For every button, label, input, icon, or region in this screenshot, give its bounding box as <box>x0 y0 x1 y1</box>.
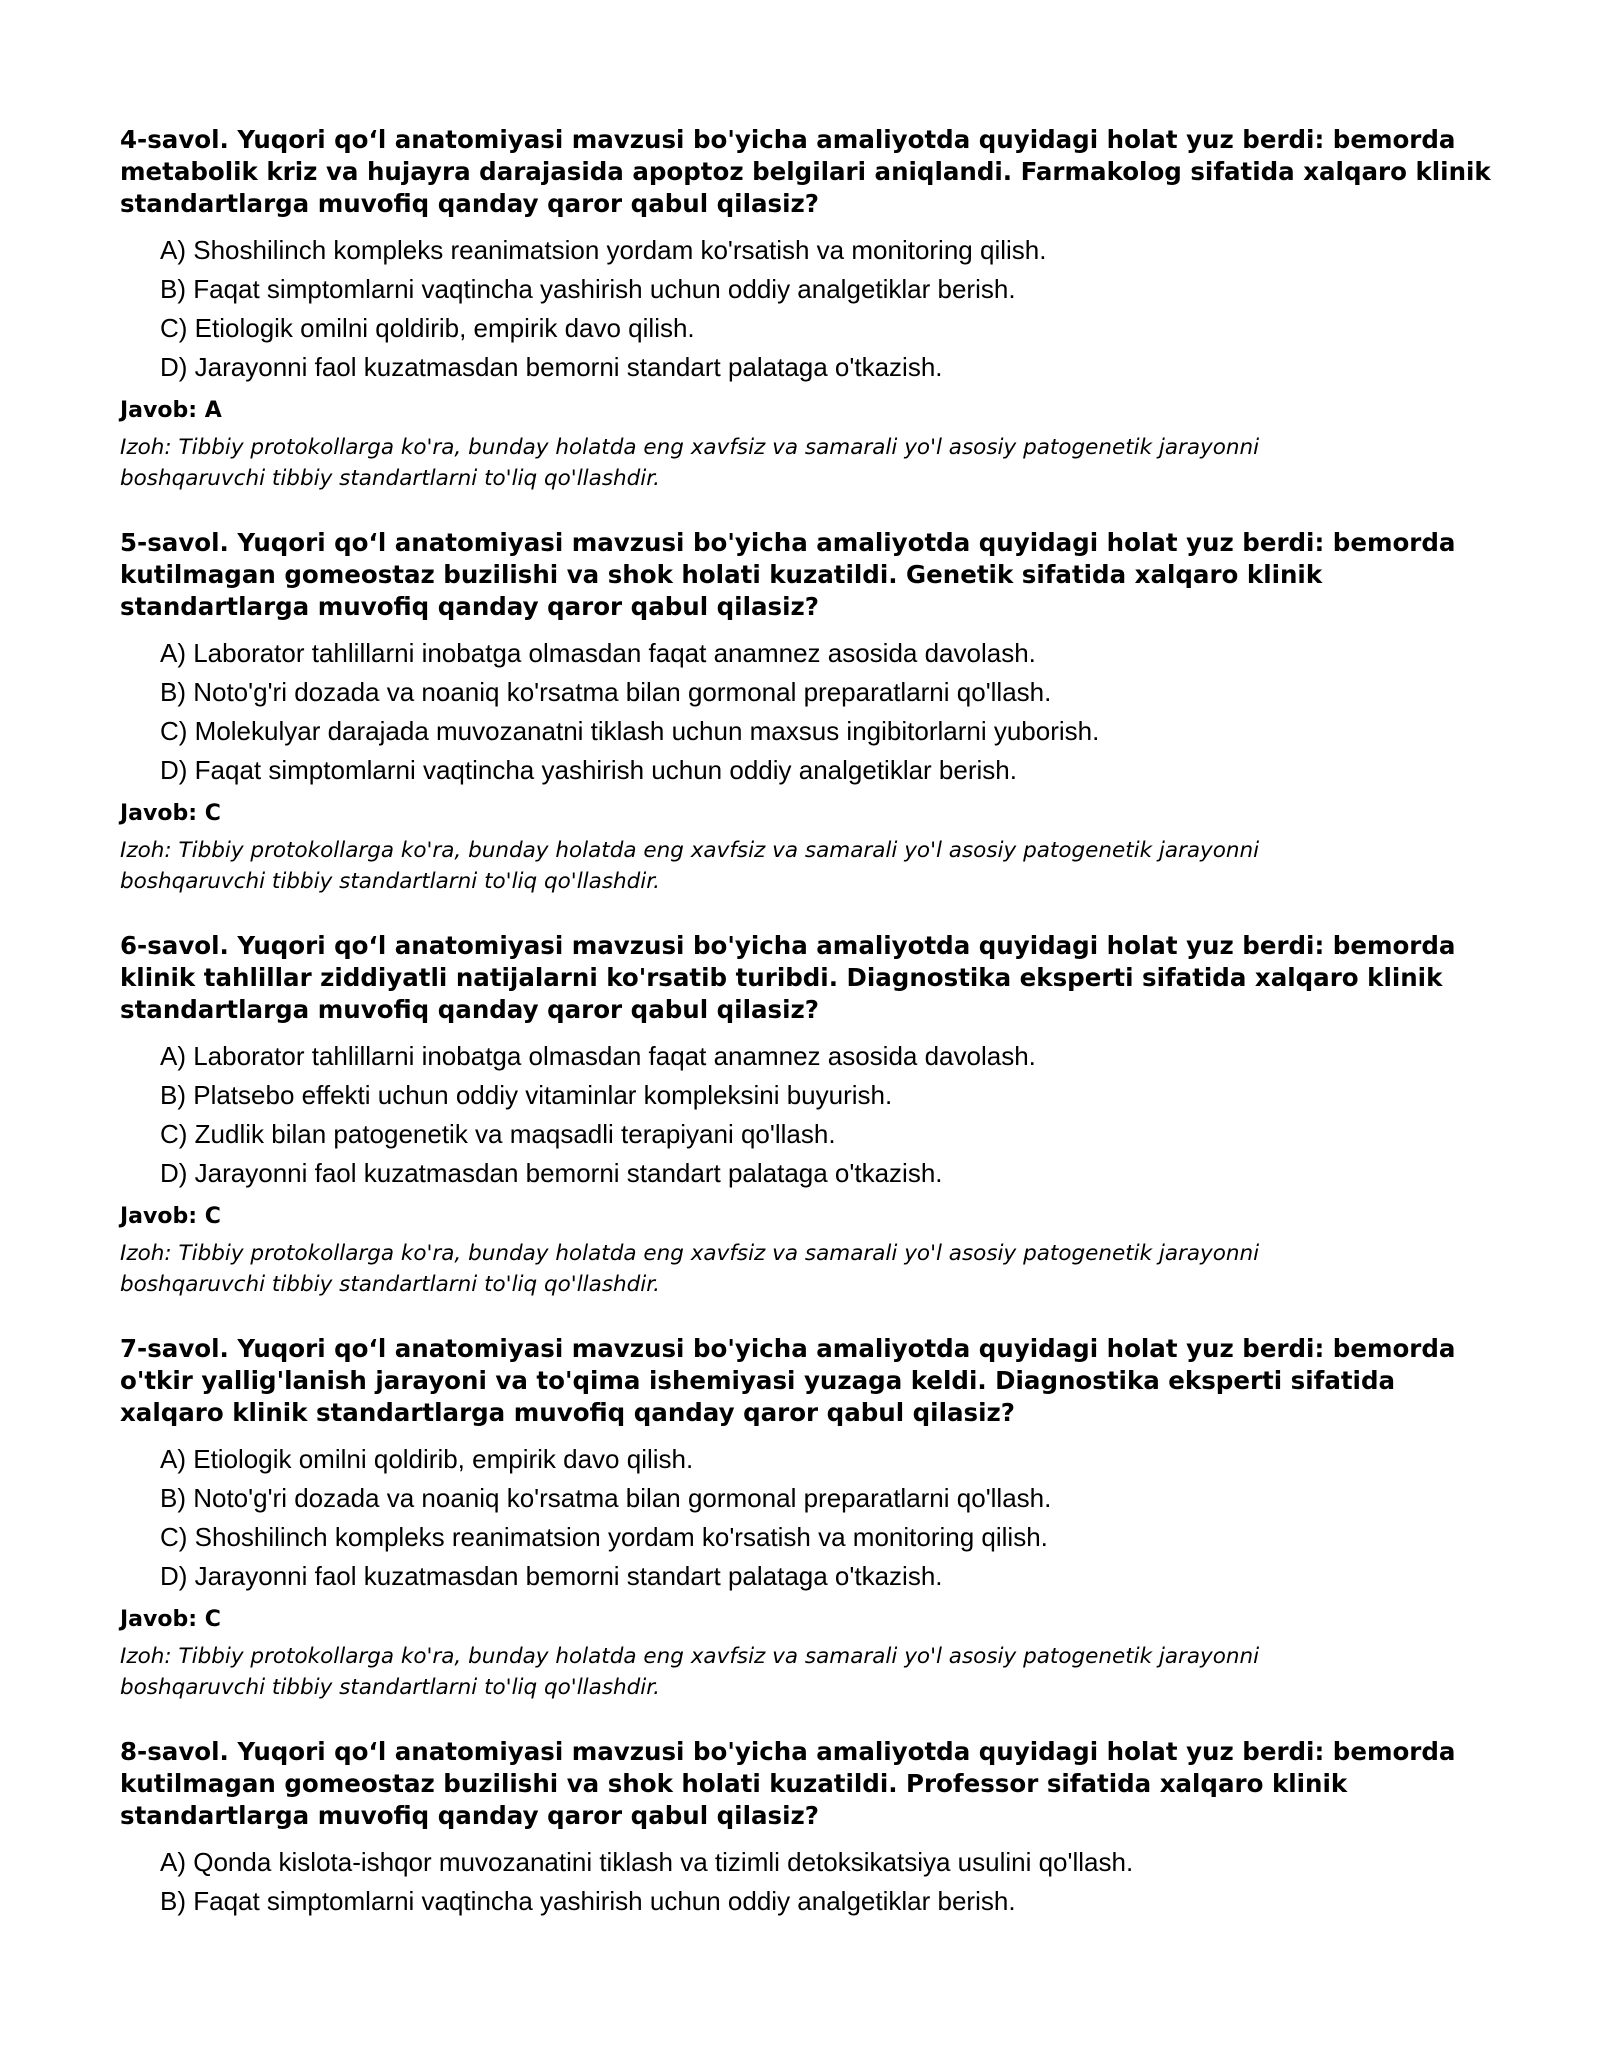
option-c: C) Etiologik omilni qoldirib, empirik davo qilish. <box>160 313 695 343</box>
answer: Javob: C <box>120 1607 221 1632</box>
question-text: 7-savol. Yuqori qo‘l anatomiyasi mavzusi bo'yicha amaliyotda quyidagi holat yuz berdi: bemorda o'tkir yallig'lanish jarayoni va to'qima ishemiyasi yuzaga keldi. Diagnostika eksperti sifatida xalqaro klinik standartlarga muvofiq qanday qaror qabul qilasiz? <box>120 1334 1456 1427</box>
document-page <box>120 124 1500 1954</box>
options-list <box>120 1037 1500 1193</box>
option-b: B) Faqat simptomlarni vaqtincha yashirish uchun oddiy analgetiklar berish. <box>160 1886 1016 1916</box>
option-a: A) Laborator tahlillarni inobatga olmasdan faqat anamnez asosida davolash. <box>160 1041 1036 1071</box>
question-text: 6-savol. Yuqori qo‘l anatomiyasi mavzusi bo'yicha amaliyotda quyidagi holat yuz berdi: bemorda klinik tahlillar ziddiyatli natijalarni ko'rsatib turibdi. Diagnostika eksperti sifatida xalqaro klinik standartlarga muvofiq qanday qaror qabul qilasiz? <box>120 931 1456 1024</box>
explanation-note: Izoh: Tibbiy protokollarga ko'ra, bunday holatda eng xavfsiz va samarali yo'l asosiy patogenetik jarayonni boshqaruvchi tibbiy standartlarni to'liq qo'llashdir. <box>120 1644 1260 1700</box>
explanation-note: Izoh: Tibbiy protokollarga ko'ra, bunday holatda eng xavfsiz va samarali yo'l asosiy patogenetik jarayonni boshqaruvchi tibbiy standartlarni to'liq qo'llashdir. <box>120 838 1260 894</box>
answer: Javob: C <box>120 801 221 826</box>
option-d: D) Jarayonni faol kuzatmasdan bemorni standart palataga o'tkazish. <box>160 1158 943 1188</box>
explanation-note: Izoh: Tibbiy protokollarga ko'ra, bunday holatda eng xavfsiz va samarali yo'l asosiy patogenetik jarayonni boshqaruvchi tibbiy standartlarni to'liq qo'llashdir. <box>120 1241 1260 1297</box>
question-block-4 <box>120 124 1500 494</box>
option-b: B) Faqat simptomlarni vaqtincha yashirish uchun oddiy analgetiklar berish. <box>160 274 1016 304</box>
option-c: C) Molekulyar darajada muvozanatni tiklash uchun maxsus ingibitorlarni yuborish. <box>160 716 1100 746</box>
options-list <box>120 1843 1500 1921</box>
question-block-5 <box>120 527 1500 897</box>
option-a: A) Laborator tahlillarni inobatga olmasdan faqat anamnez asosida davolash. <box>160 638 1036 668</box>
option-c: C) Shoshilinch kompleks reanimatsion yordam ko'rsatish va monitoring qilish. <box>160 1522 1048 1552</box>
explanation-note: Izoh: Tibbiy protokollarga ko'ra, bunday holatda eng xavfsiz va samarali yo'l asosiy patogenetik jarayonni boshqaruvchi tibbiy standartlarni to'liq qo'llashdir. <box>120 435 1260 491</box>
option-a: A) Qonda kislota-ishqor muvozanatini tiklash va tizimli detoksikatsiya usulini qo'llash. <box>160 1847 1134 1877</box>
question-block-7 <box>120 1333 1500 1703</box>
option-d: D) Faqat simptomlarni vaqtincha yashirish uchun oddiy analgetiklar berish. <box>160 755 1017 785</box>
options-list <box>120 1440 1500 1596</box>
option-b: B) Noto'g'ri dozada va noaniq ko'rsatma bilan gormonal preparatlarni qo'llash. <box>160 1483 1052 1513</box>
question-text: 4-savol. Yuqori qo‘l anatomiyasi mavzusi bo'yicha amaliyotda quyidagi holat yuz berdi: bemorda metabolik kriz va hujayra darajasida apoptoz belgilari aniqlandi. Farmakolog sifatida xalqaro klinik standartlarga muvofiq qanday qaror qabul qilasiz? <box>120 125 1491 218</box>
question-text: 5-savol. Yuqori qo‘l anatomiyasi mavzusi bo'yicha amaliyotda quyidagi holat yuz berdi: bemorda kutilmagan gomeostaz buzilishi va shok holati kuzatildi. Genetik sifatida xalqaro klinik standartlarga muvofiq qanday qaror qabul qilasiz? <box>120 528 1456 621</box>
question-text: 8-savol. Yuqori qo‘l anatomiyasi mavzusi bo'yicha amaliyotda quyidagi holat yuz berdi: bemorda kutilmagan gomeostaz buzilishi va shok holati kuzatildi. Professor sifatida xalqaro klinik standartlarga muvofiq qanday qaror qabul qilasiz? <box>120 1737 1456 1830</box>
option-d: D) Jarayonni faol kuzatmasdan bemorni standart palataga o'tkazish. <box>160 1561 943 1591</box>
question-block-6 <box>120 930 1500 1300</box>
option-b: B) Noto'g'ri dozada va noaniq ko'rsatma bilan gormonal preparatlarni qo'llash. <box>160 677 1052 707</box>
option-d: D) Jarayonni faol kuzatmasdan bemorni standart palataga o'tkazish. <box>160 352 943 382</box>
options-list <box>120 634 1500 790</box>
options-list <box>120 231 1500 387</box>
answer: Javob: C <box>120 1204 221 1229</box>
option-c: C) Zudlik bilan patogenetik va maqsadli terapiyani qo'llash. <box>160 1119 836 1149</box>
option-a: A) Etiologik omilni qoldirib, empirik davo qilish. <box>160 1444 694 1474</box>
option-b: B) Platsebo effekti uchun oddiy vitaminlar kompleksini buyurish. <box>160 1080 893 1110</box>
answer: Javob: A <box>120 398 222 423</box>
option-a: A) Shoshilinch kompleks reanimatsion yordam ko'rsatish va monitoring qilish. <box>160 235 1047 265</box>
question-block-8 <box>120 1736 1500 1921</box>
